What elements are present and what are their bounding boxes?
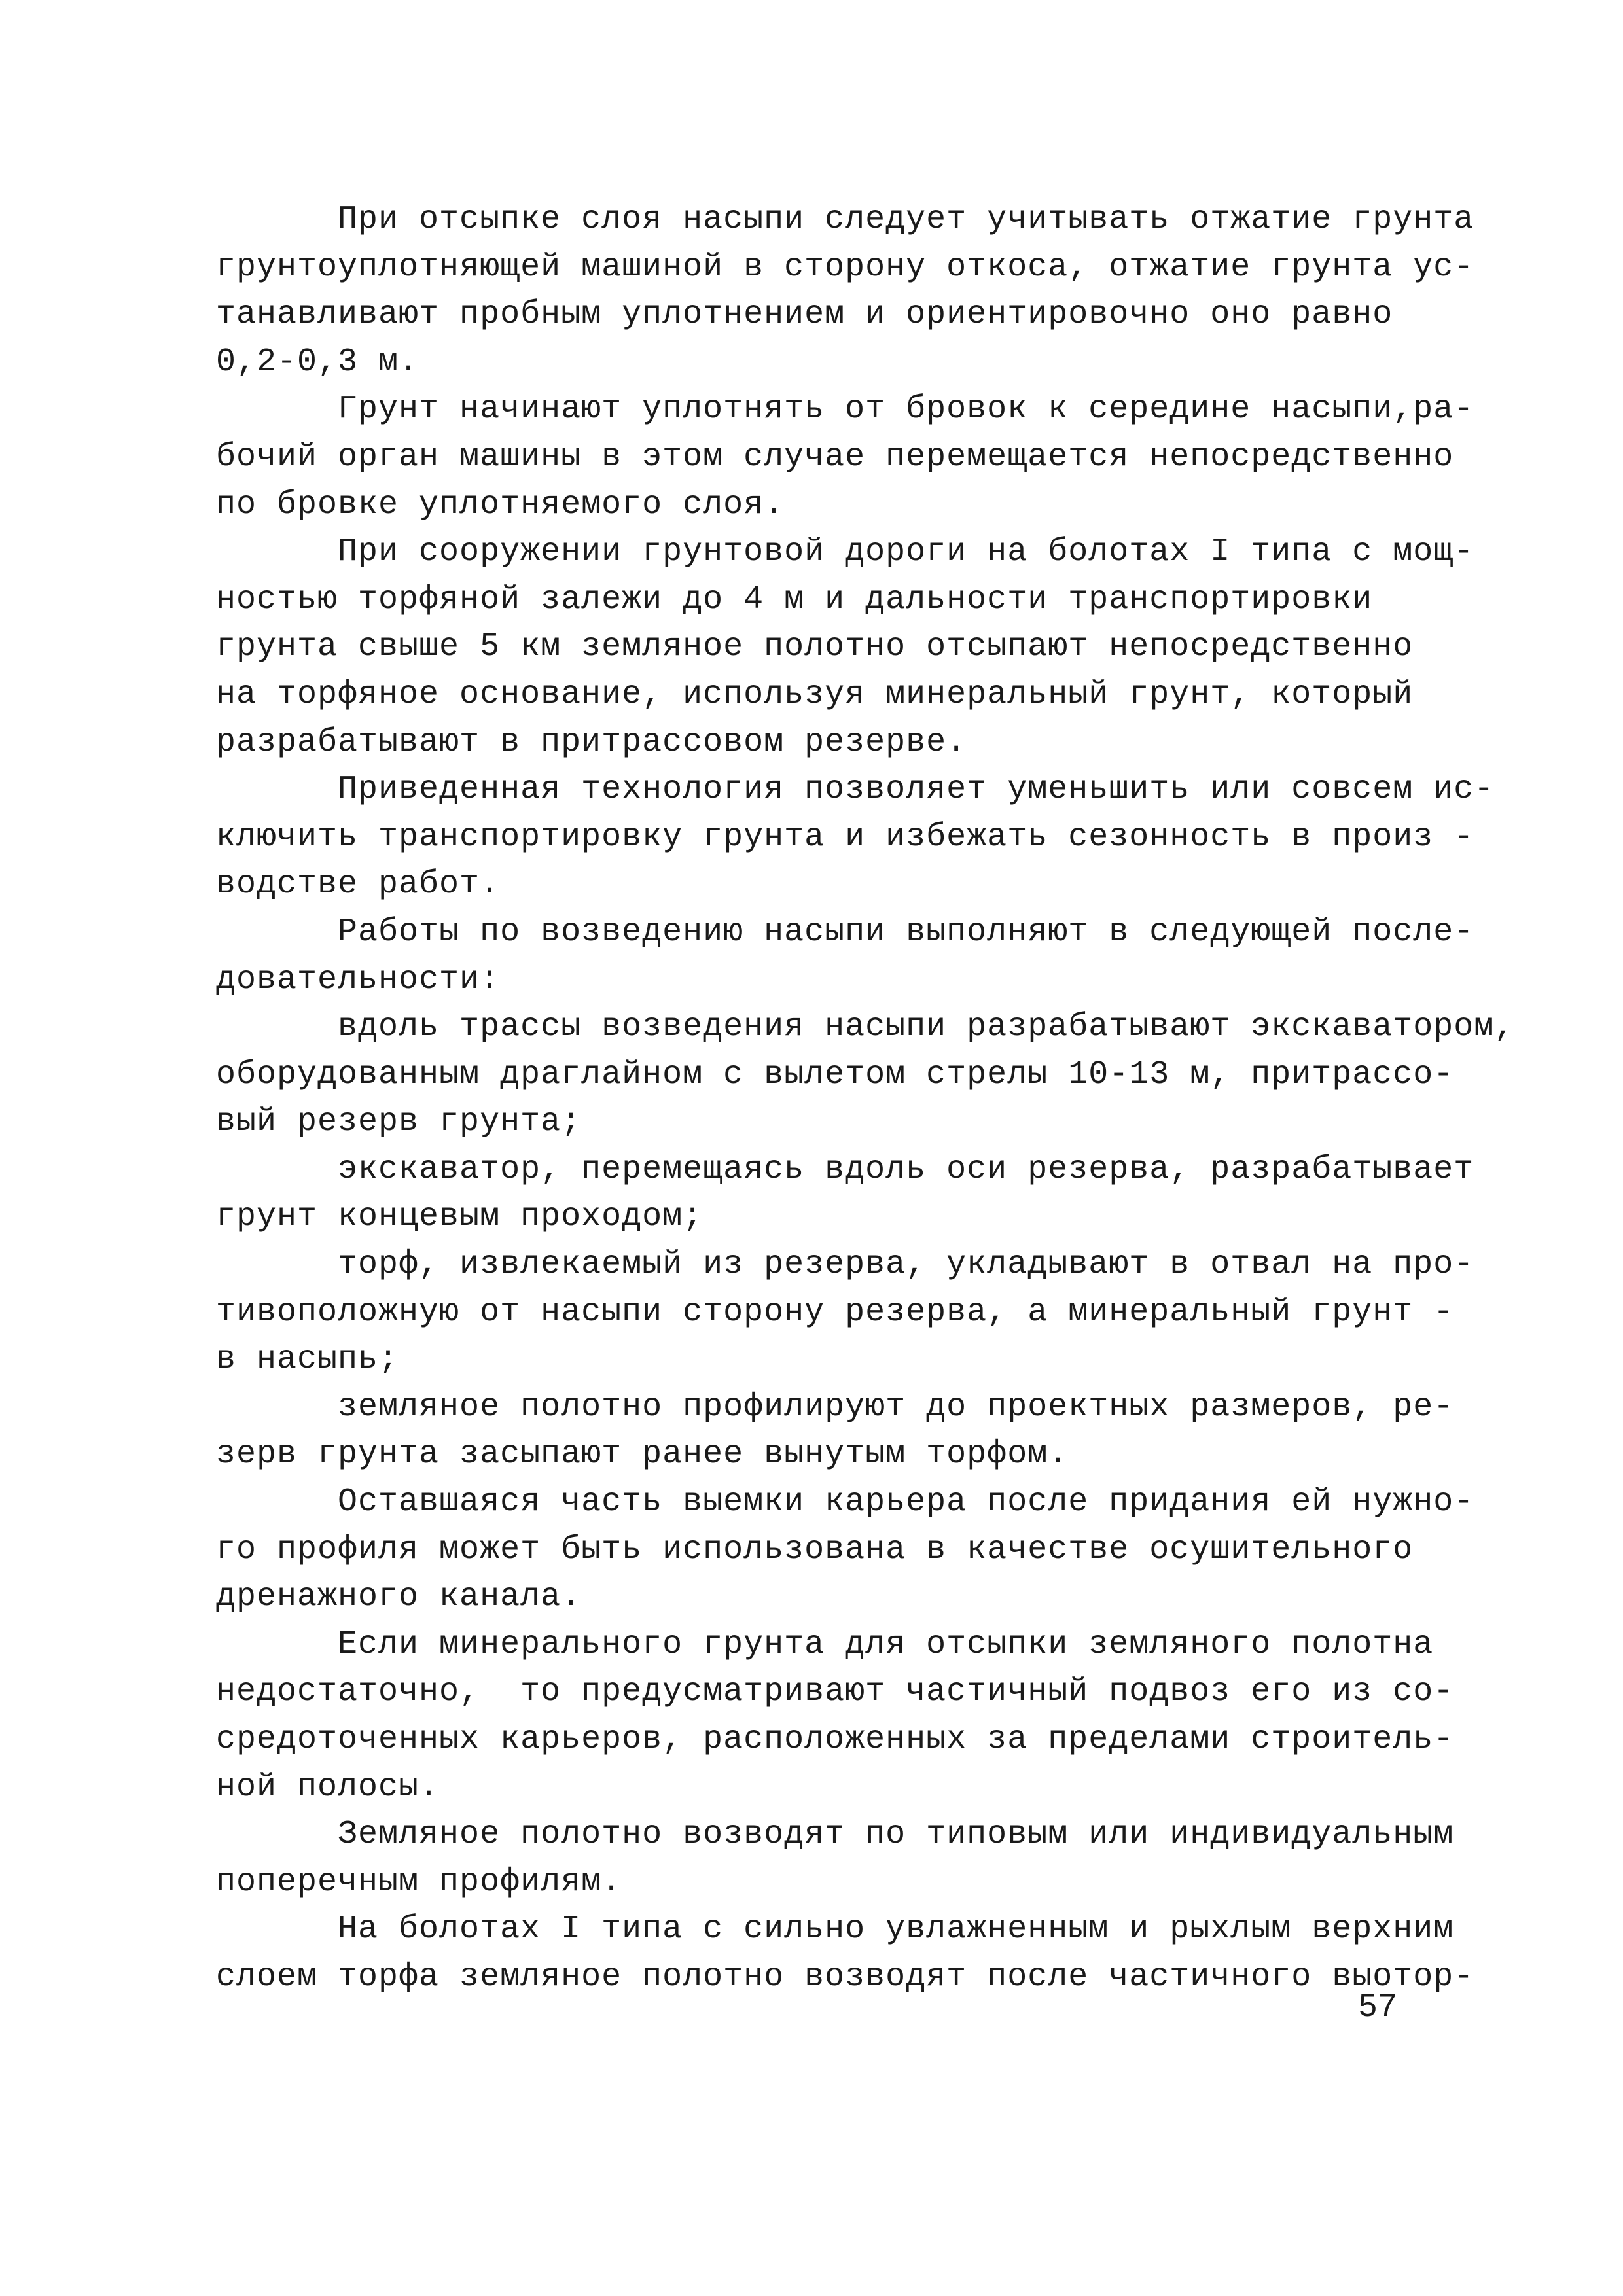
text-line: Приведенная технология позволяет уменьшить или совсем ис- xyxy=(216,771,1495,809)
text-line: На болотах I типа с сильно увлажненным и рыхлым верхним xyxy=(216,1911,1454,1949)
text-line: экскаватор, перемещаясь вдоль оси резерва, разрабатывает xyxy=(216,1150,1474,1188)
text-line: оборудованным драглайном с вылетом стрелы 10-13 м, притрассо- xyxy=(216,1055,1454,1093)
text-line: тивоположную от насыпи сторону резерва, а минеральный грунт - xyxy=(216,1293,1454,1331)
text-line: по бровке уплотняемого слоя. xyxy=(216,486,785,523)
text-line: вдоль трассы возведения насыпи разрабатывают экскаватором, xyxy=(216,1008,1515,1046)
text-line: Работы по возведению насыпи выполняют в следующей после- xyxy=(216,913,1474,951)
page-number: 57 xyxy=(1358,1989,1398,2026)
text-line: бочий орган машины в этом случае перемещается непосредственно xyxy=(216,438,1454,476)
text-line: Если минерального грунта для отсыпки земляного полотна xyxy=(216,1625,1434,1663)
text-line: Грунт начинают уплотнять от бровок к середине насыпи,ра- xyxy=(216,391,1474,429)
text-line: го профиля может быть использована в качестве осушительного xyxy=(216,1530,1414,1568)
body-text xyxy=(216,196,1515,2002)
text-line: танавливают пробным уплотнением и ориентировочно оно равно xyxy=(216,296,1393,334)
text-line: водстве работ. xyxy=(216,866,501,904)
text-line: слоем торфа земляное полотно возводят после частичного выотор- xyxy=(216,1958,1474,1996)
text-line: недостаточно, то предусматривают частичный подвоз его из со- xyxy=(216,1673,1454,1711)
text-line: Оставшаяся часть выемки карьера после придания ей нужно- xyxy=(216,1483,1474,1521)
text-line: грунта свыше 5 км земляное полотно отсыпают непосредственно xyxy=(216,628,1414,666)
text-line: ключить транспортировку грунта и избежать сезонность в произ - xyxy=(216,818,1474,856)
text-line: ностью торфяной залежи до 4 м и дальности транспортировки xyxy=(216,580,1373,618)
text-line: грунт концевым проходом; xyxy=(216,1198,704,1236)
text-line: довательности: xyxy=(216,961,501,998)
text-line: зерв грунта засыпают ранее вынутым торфом. xyxy=(216,1436,1069,1474)
text-line: торф, извлекаемый из резерва, укладывают в отвал на про- xyxy=(216,1246,1474,1284)
text-line: Земляное полотно возводят по типовым или индивидуальным xyxy=(216,1816,1454,1854)
text-line: грунтоуплотняющей машиной в сторону откоса, отжатие грунта ус- xyxy=(216,248,1474,286)
text-line: ной полосы. xyxy=(216,1768,440,1806)
text-line: вый резерв грунта; xyxy=(216,1103,582,1141)
text-line: При отсыпке слоя насыпи следует учитывать отжатие грунта xyxy=(216,201,1474,238)
text-line: земляное полотно профилируют до проектных размеров, ре- xyxy=(216,1388,1454,1426)
text-line: разрабатывают в притрассовом резерве. xyxy=(216,723,967,761)
text-line: поперечным профилям. xyxy=(216,1863,622,1901)
text-line: дренажного канала. xyxy=(216,1578,582,1616)
text-line: 0,2-0,3 м. xyxy=(216,343,419,381)
text-line: в насыпь; xyxy=(216,1341,399,1379)
text-line: на торфяное основание, используя минеральный грунт, который xyxy=(216,675,1414,713)
text-line: средоточенных карьеров, расположенных за пределами строитель- xyxy=(216,1721,1454,1758)
text-line: При сооружении грунтовой дороги на болотах I типа с мощ- xyxy=(216,533,1474,571)
